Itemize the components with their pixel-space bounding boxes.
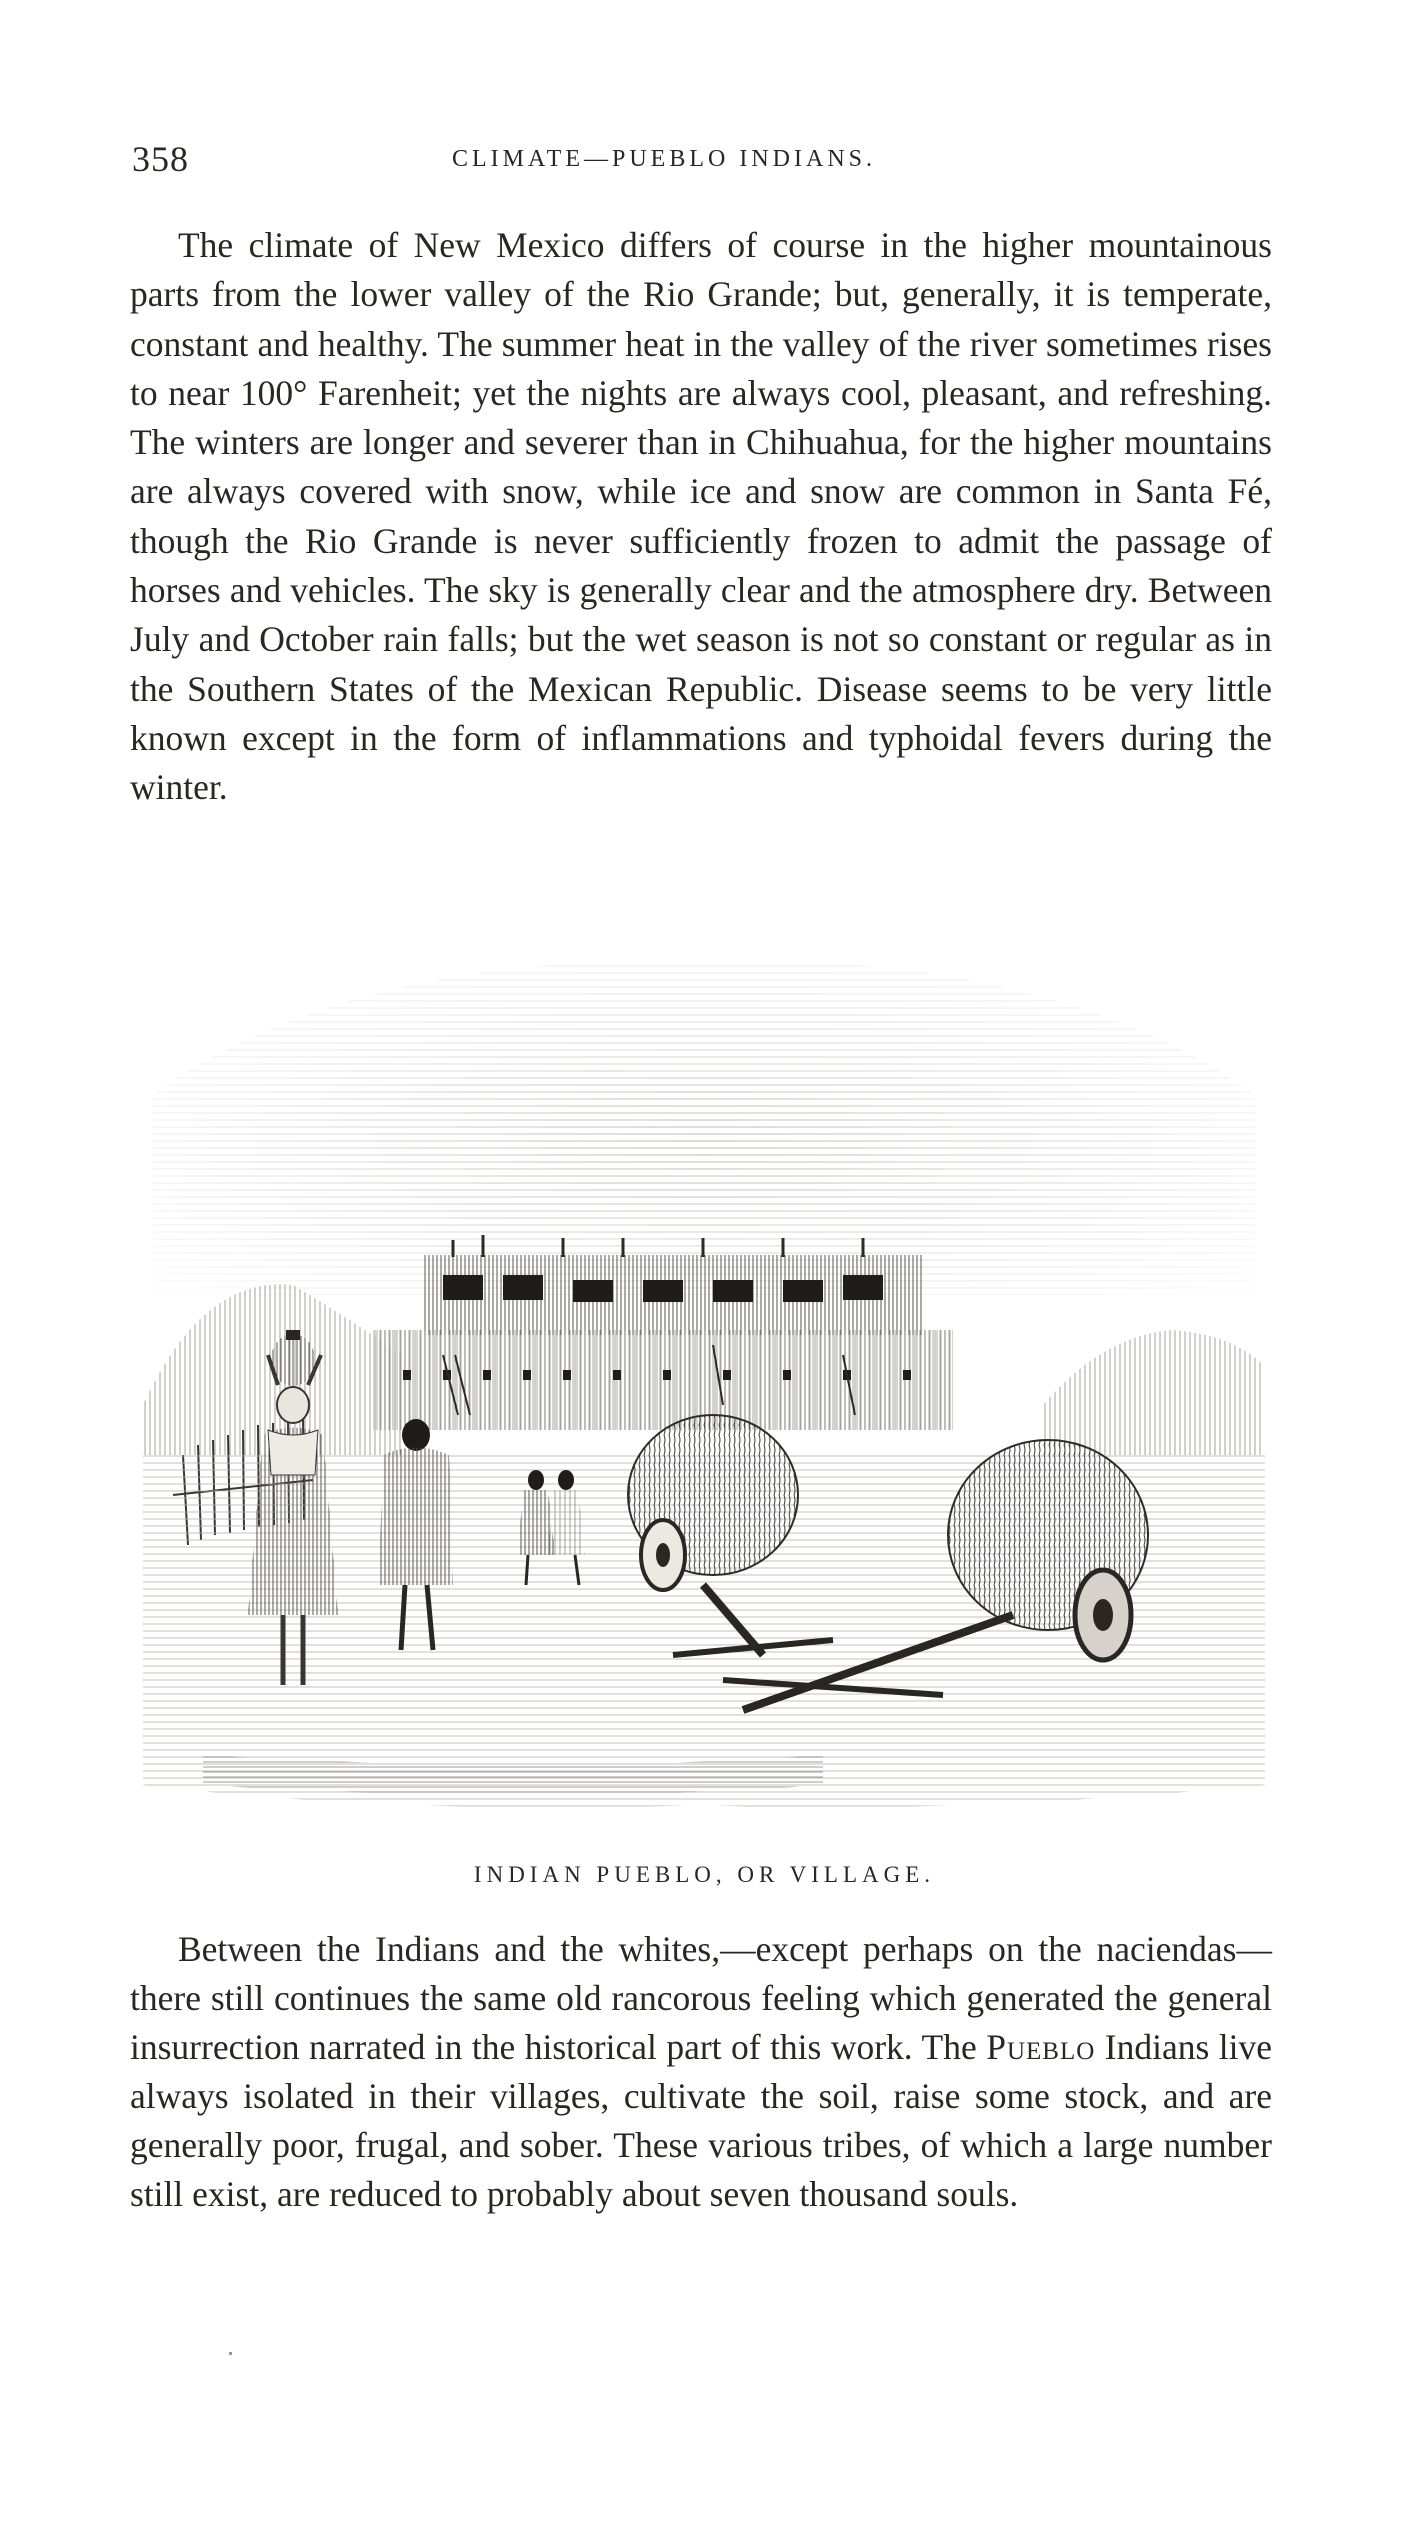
figure-caption: INDIAN PUEBLO, OR VILLAGE.: [473, 1862, 936, 1887]
page-number: 358: [132, 139, 189, 179]
engraving-indian-pueblo: [143, 935, 1265, 1855]
paragraph-2-text-before: Between the Indians and the whites,—except perhaps on the naciendas—there still continues the same old rancorous feeling which generated the general insurrection narrated in the historical part of this work. The: [130, 1929, 1272, 2067]
paragraph-2-text-after: Indians live always isolated in their villages, cultivate the soil, raise some stock, and are generally poor, frugal, and sober. These various tribes, of which a large number still exist, are reduced to probably about seven thousand souls.: [130, 2027, 1272, 2214]
page-header: [132, 138, 1272, 188]
engraving-illustration: [143, 935, 1265, 1855]
ink-speck: [229, 2352, 232, 2355]
body-paragraph-climate: The climate of New Mexico differs of course in the higher mountainous parts from the lower valley of the Rio Grande; but, generally, it is temperate, constant and healthy. The summer heat in the valley of the river sometimes rises to near 100° Farenheit; yet the nights are always cool, pleasant, and refreshing. The winters are longer and severer than in Chihuahua, for the higher mountains are always covered with snow, while ice and snow are common in Santa Fé, though the Rio Grande is never sufficiently frozen to admit the passage of horses and vehicles. The sky is generally clear and the atmosphere dry. Between July and October rain falls; but the wet season is not so constant or regular as in the Southern States of the Mexican Republic. Disease seems to be very little known except in the form of inflammations and typhoidal fevers during the winter.: [130, 225, 1272, 808]
pueblo-smallcaps: Pueblo: [986, 2027, 1096, 2067]
right-hill: [1043, 1330, 1263, 1455]
body-paragraph-pueblo: [130, 1925, 1272, 2219]
pueblo-building: [373, 1235, 953, 1430]
running-head: CLIMATE—PUEBLO INDIANS.: [452, 146, 876, 172]
